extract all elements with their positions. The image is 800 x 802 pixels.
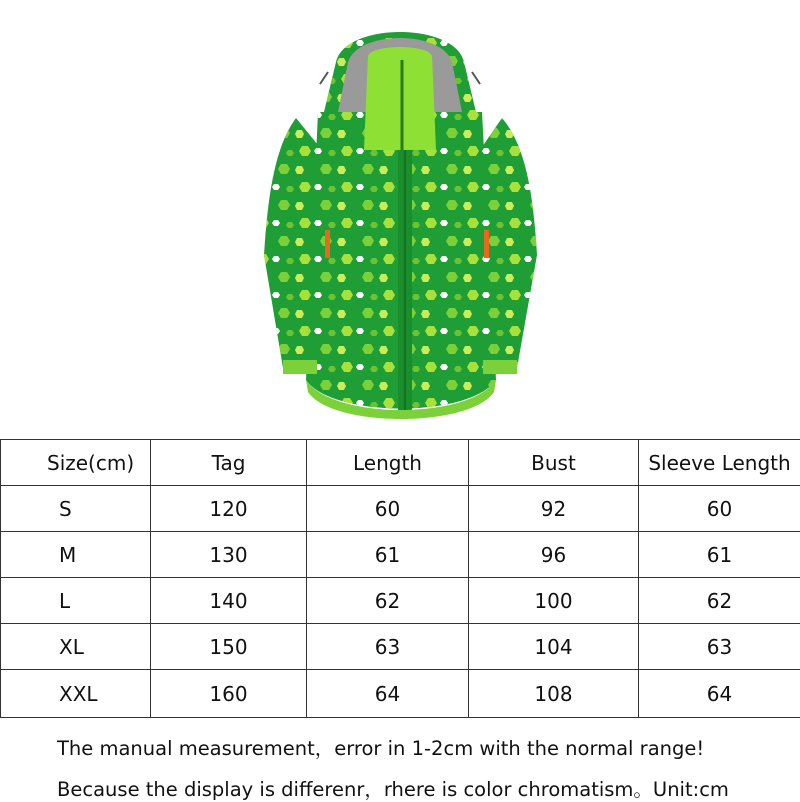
- table-cell: 120: [151, 486, 307, 532]
- table-cell: 150: [151, 624, 307, 670]
- table-row: [1, 532, 800, 578]
- table-cell: 64: [307, 670, 469, 718]
- size-cell: XXL: [1, 670, 151, 718]
- table-cell: 61: [307, 532, 469, 578]
- color-unit-note: Because the display is differenr，rhere is color chromatism。Unit:cm: [57, 774, 729, 802]
- size-cell: L: [1, 578, 151, 624]
- size-cell: XL: [1, 624, 151, 670]
- table-cell: 96: [469, 532, 639, 578]
- table-cell: 62: [307, 578, 469, 624]
- size-cell: S: [1, 486, 151, 532]
- measurement-note: The manual measurement，error in 1-2cm with the normal range!: [57, 733, 704, 761]
- table-row: [1, 670, 800, 718]
- header-cell: Size(cm): [1, 440, 151, 486]
- header-cell: Sleeve Length: [639, 440, 800, 486]
- table-row: [1, 486, 800, 532]
- table-header-row: [1, 440, 800, 486]
- table-cell: 92: [469, 486, 639, 532]
- size-cell: M: [1, 532, 151, 578]
- table-row: [1, 578, 800, 624]
- table-cell: 160: [151, 670, 307, 718]
- header-cell: Tag: [151, 440, 307, 486]
- table-cell: 60: [307, 486, 469, 532]
- side-accent-left: [325, 230, 330, 258]
- table-cell: 130: [151, 532, 307, 578]
- header-cell: Length: [307, 440, 469, 486]
- left-cuff: [283, 360, 317, 374]
- table-cell: 64: [639, 670, 800, 718]
- right-cuff: [483, 360, 517, 374]
- table-row: [1, 624, 800, 670]
- table-cell: 108: [469, 670, 639, 718]
- table-cell: 63: [307, 624, 469, 670]
- table-cell: 100: [469, 578, 639, 624]
- table-cell: 62: [639, 578, 800, 624]
- table-cell: 63: [639, 624, 800, 670]
- table-cell: 104: [469, 624, 639, 670]
- size-chart-table: [0, 439, 800, 718]
- side-accent-right: [484, 230, 489, 258]
- table-cell: 60: [639, 486, 800, 532]
- fleece-collar: [364, 47, 436, 150]
- table-cell: 140: [151, 578, 307, 624]
- table-cell: 61: [639, 532, 800, 578]
- header-cell: Bust: [469, 440, 639, 486]
